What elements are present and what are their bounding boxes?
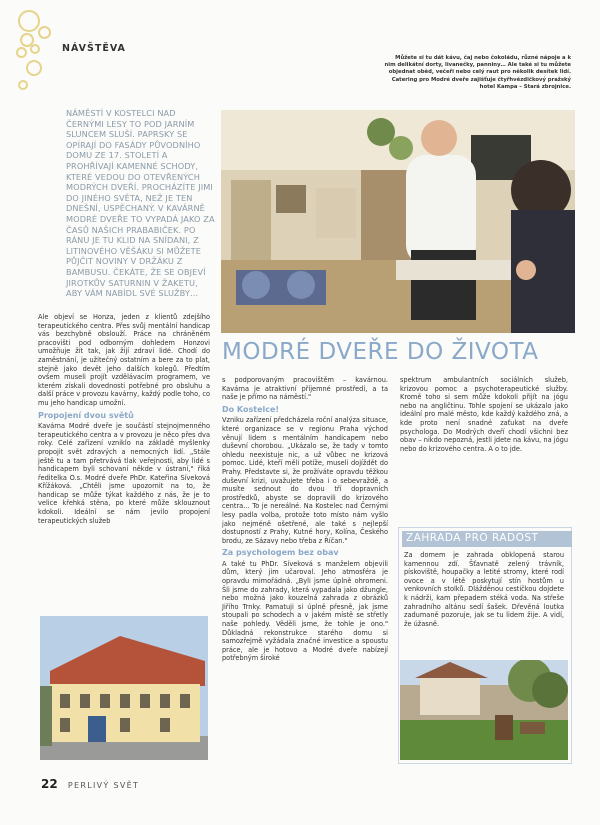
column-3 <box>400 376 568 453</box>
garden-photo <box>400 660 568 760</box>
cafe-photo <box>221 110 575 333</box>
col2-paragraph-2: Vzniku zařízení předcházela roční analýza situace, které organizace se v regionu Praha východ věnují lidem s mentálním handicapem nebo duševní chorobou. „Ukázalo se, že tady v tomto ohledu neexistuje nic, a už vůbec ne krizová pomoc. Lidé, kteří měli potíže, museli dojíždět do Prahy. Představte si, že prožíváte opravdu těžkou duševní krizi, uvažujete třeba i o sebevraždě, a musíte sednout do dvou tří dopravních prostředků, abyste se dopravili do krizového centra… To je nereálné. Na Kostelec nad Černými lesy padla volba, protože toto místo nám vyšlo jako nejméně ošetřené, ale také s nejlepší dostupností z Prahy, Kutné hory, Kolína, Českého brodu, ze Sázavy nebo třeba z Říčan." <box>222 416 388 545</box>
photo-caption: Můžete si tu dát kávu, čaj nebo čokoládu, různé nápoje a k nim delikátní dorty, livanečky, panniny… Ale také si tu můžete objednat oběd, večeři nebo celý raut pro několik desítek lidí. Catering pro Modré dveře zajišťuje čtyřhvězdičkový pražský hotel Kampa – Stará zbrojnice. <box>384 55 571 90</box>
intro-paragraph: NÁMĚSTÍ V KOSTELCI NAD ČERNÝMI LESY TO POD JARNÍM SLUNCEM SLUŠÍ. PAPRSKY SE OPÍRAJÍ DO FASÁDY PŮVODNÍHO DOMU ZE 17. STOLETÍ A PROHŘÍVAJÍ KAMENNÉ SCHODY, KTERÉ VEDOU DO OTEVŘENÝCH MODRÝCH DVEŘÍ. PROCHÁZÍTE JIMI DO JINÉHO SVĚTA, NEŽ JE TEN DNEŠNÍ, USPĚCHANÝ. V KAVÁRNĚ MODRÉ DVEŘE TO VYPADÁ JAKO ZA ČASŮ NAŠICH PRABABIČEK. PO RÁNU JE TU KLID NA SNÍDANI, Z LITINOVÉHO VĚŠÁKU SI MŮŽETE PŮJČIT NOVINY V DRŽÁKU Z BAMBUSU. ČEKÁTE, ŽE SE OBJEVÍ JIROTKŮV SATURNIN V ŽAKETU, ABY VÁM NABÍDL SVÉ SLUŽBY… <box>66 108 215 299</box>
section-label: NÁVŠTĚVA <box>62 43 126 54</box>
garden-box-text: Za domem je zahrada obklopená starou kamennou zdí. Šťavnatě zelený trávník, pískoviště, houpačky a letité stromy, které rodí ovoce a v létě poskytují stín hostům u venkovních stolků. Dlážděnou cestičkou dojdete k nádrži, kam přepadem stéká voda. Na střeše zahradního altánu sedí šašek. Dřevěná loutka zadumaně pozoruje, jak se tu lidem žije. A vidí, že úžasně. <box>404 551 564 628</box>
col1-subheading: Propojení dvou světů <box>38 410 134 420</box>
house-photo <box>40 616 208 760</box>
magazine-name: PERLIVÝ SVĚT <box>67 781 140 790</box>
garden-box-title: ZAHRADA PRO RADOST <box>402 531 572 547</box>
col1-paragraph-2: Kavárna Modré dveře je součástí stejnojmenného terapeutického centra a v provozu je něco přes dva roky. Celé zařízení vzniklo na základě myšlenky propojit svět zdravých a nemocných lidí. „Stále ještě tu a tam přetrvává tlak veřejnosti, aby lidé s handicapem byli schovaní někde v ústraní," říká ředitelka O.s. Modré dveře PhDr. Kateřina Síveková Křížáková. „Chtěli jsme upozornit na to, že handicap se může týkat každého z nás, že je to velice křehká stěna, po které může sklouznout kdokoli. Ideální se nám jevilo propojení terapeutických služeb <box>38 422 210 525</box>
col1-paragraph-1: Ale objeví se Honza, jeden z klientů zdejšího terapeutického centra. Přes svůj mentální handicap vás bezchybně obslouží. Práce na chráněném pracovišti pod odborným dohledem Honzovi umožňuje žít tak, jak žijí zdraví lidé. Chodí do zaměstnání, je užitečný ostatním a bere za to plat, stejně jako devět jeho dalších kolegů. Předtím ovšem museli projít vzdělávacím programem, ve kterém získali dovednosti potřebné pro obsluhu a další práce v provozu kavárny, každý podle toho, co mu jeho handicap umožní. <box>38 313 210 407</box>
page-footer <box>41 777 139 791</box>
col2-subheading-2: Za psychologem bez obav <box>222 548 339 558</box>
article-title: MODRÉ DVEŘE DO ŽIVOTA <box>222 339 539 365</box>
col2-subheading-1: Do Kostelce! <box>222 404 280 414</box>
column-2 <box>222 376 388 663</box>
col2-paragraph-3: A také tu PhDr. Síveková s manželem objevili dům, který jim učaroval. Jeho atmosféra je opravdu mimořádná. „Byli jsme úplně ohromeni. Šli jsme do zahrady, která vypadala jako džungle, nebo možná jako kouzelná zahrada z obrázků Jiřího Trnky. Pamatuji si úplně přesně, jak jsme stoupali po schodech a v jakém místě se střetly naše pohledy. Věděli jsme, že tohle je ono." Důkladná rekonstrukce starého domu si samozřejmě vyžádala značné investice a spoustu práce, ale je hotovo a Modré dveře nabízejí potřebným široké <box>222 559 388 663</box>
col3-paragraph-1: spektrum ambulantních sociálních služeb, krizovou pomoc a psychoterapeutické služby. Kromě toho si sem může kdokoli přijít na jógu nebo na angličtinu. Tohle spojení se ukázalo jako ideální pro malé město, kde každý každého zná, a kde proto není snadné zaťukat na dveře psychologa. Do Modrých dveří chodí všichni bez obav – nikdo nepozná, jestli jdete na kávu, na jógu nebo do krizového centra. A o to jde. <box>400 376 568 453</box>
page-number: 22 <box>41 777 58 791</box>
col2-paragraph-1: s podporovaným pracovištěm – kavárnou. Kavárna je atraktivní příjemné prostředí, a ta naše je přímo na náměstí." <box>222 376 388 402</box>
column-1 <box>38 313 210 525</box>
